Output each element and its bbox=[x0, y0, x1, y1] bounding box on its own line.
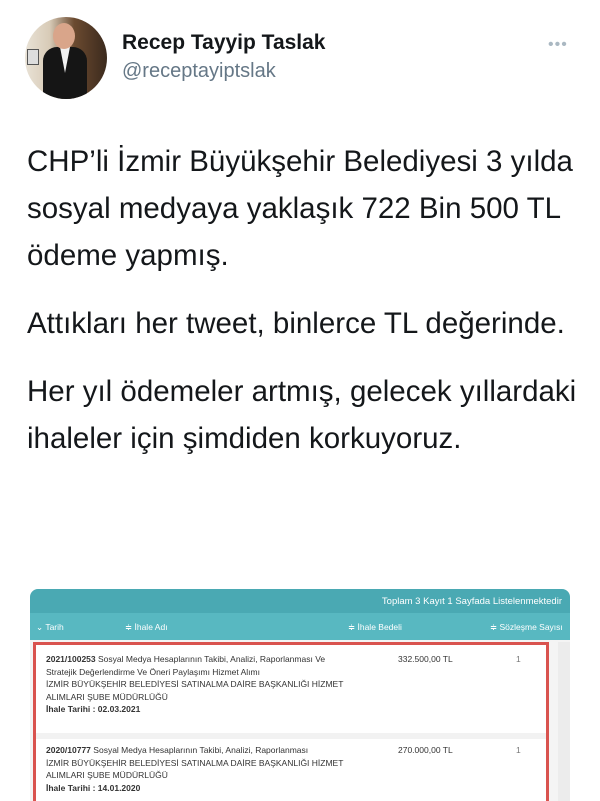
tender-org: İZMİR BÜYÜKŞEHİR BELEDİYESİ SATINALMA DAİRE BAŞKANLIĞI HİZMET bbox=[46, 757, 344, 768]
tender-title: Sosyal Medya Hesaplarının Takibi, Analizi, Raporlanması Ve bbox=[98, 654, 326, 664]
more-options-icon[interactable]: ••• bbox=[548, 36, 568, 53]
tweet-text bbox=[27, 138, 587, 483]
table-summary: Toplam 3 Kayıt 1 Sayfada Listelenmektedir bbox=[30, 589, 570, 613]
tender-date: İhale Tarihi : 02.03.2021 bbox=[46, 704, 141, 714]
contract-count: 1 bbox=[516, 654, 521, 664]
tweet-paragraph: CHP’li İzmir Büyükşehir Belediyesi 3 yılda sosyal medyaya yaklaşık 722 Bin 500 TL ödeme yapmış. bbox=[27, 145, 573, 272]
table-row bbox=[36, 733, 546, 797]
contract-count: 1 bbox=[516, 745, 521, 755]
table-row bbox=[36, 645, 546, 733]
tender-org-cont: ALIMLARI ŞUBE MÜDÜRLÜĞÜ bbox=[46, 770, 168, 780]
tender-date: İhale Tarihi : 14.01.2020 bbox=[46, 782, 141, 793]
tender-title-cont: Stratejik Değerlendirme Ve Öneri Paylaşımı Hizmet Alımı bbox=[46, 666, 260, 677]
scrollbar bbox=[558, 642, 570, 801]
tender-title: Sosyal Medya Hesaplarının Takibi, Analizi, Raporlanması bbox=[93, 745, 309, 755]
tweet-paragraph: Her yıl ödemeler artmış, gelecek yıllardaki ihaleler için şimdiden korkuyoruz. bbox=[27, 375, 577, 455]
avatar-photo-head bbox=[53, 23, 75, 49]
highlighted-rows bbox=[33, 642, 549, 801]
avatar[interactable] bbox=[25, 17, 107, 99]
tweet-paragraph: Attıkları her tweet, binlerce TL değerinde. bbox=[27, 307, 565, 340]
tender-amount: 270.000,00 TL bbox=[398, 745, 453, 755]
column-ihale-adi: ≑ İhale Adı bbox=[125, 622, 168, 632]
column-sozlesme-sayisi: ≑ Sözleşme Sayısı bbox=[490, 622, 563, 632]
tender-amount: 332.500,00 TL bbox=[398, 654, 453, 664]
tender-id: 2021/100253 bbox=[46, 654, 96, 664]
column-tarih: ⌄ Tarih bbox=[36, 622, 64, 632]
tweet-image[interactable] bbox=[30, 589, 570, 801]
author-handle[interactable]: @receptayiptslak bbox=[122, 60, 276, 82]
tender-org: İZMİR BÜYÜKŞEHİR BELEDİYESİ SATINALMA DAİRE BAŞKANLIĞI HİZMET bbox=[46, 679, 344, 689]
avatar-photo-frame bbox=[27, 49, 39, 65]
table-header bbox=[30, 613, 570, 640]
tender-id: 2020/10777 bbox=[46, 745, 91, 755]
column-ihale-bedeli: ≑ İhale Bedeli bbox=[348, 622, 402, 632]
author-name[interactable]: Recep Tayyip Taslak bbox=[122, 31, 326, 54]
tender-org-cont: ALIMLARI ŞUBE MÜDÜRLÜĞÜ bbox=[46, 691, 168, 702]
